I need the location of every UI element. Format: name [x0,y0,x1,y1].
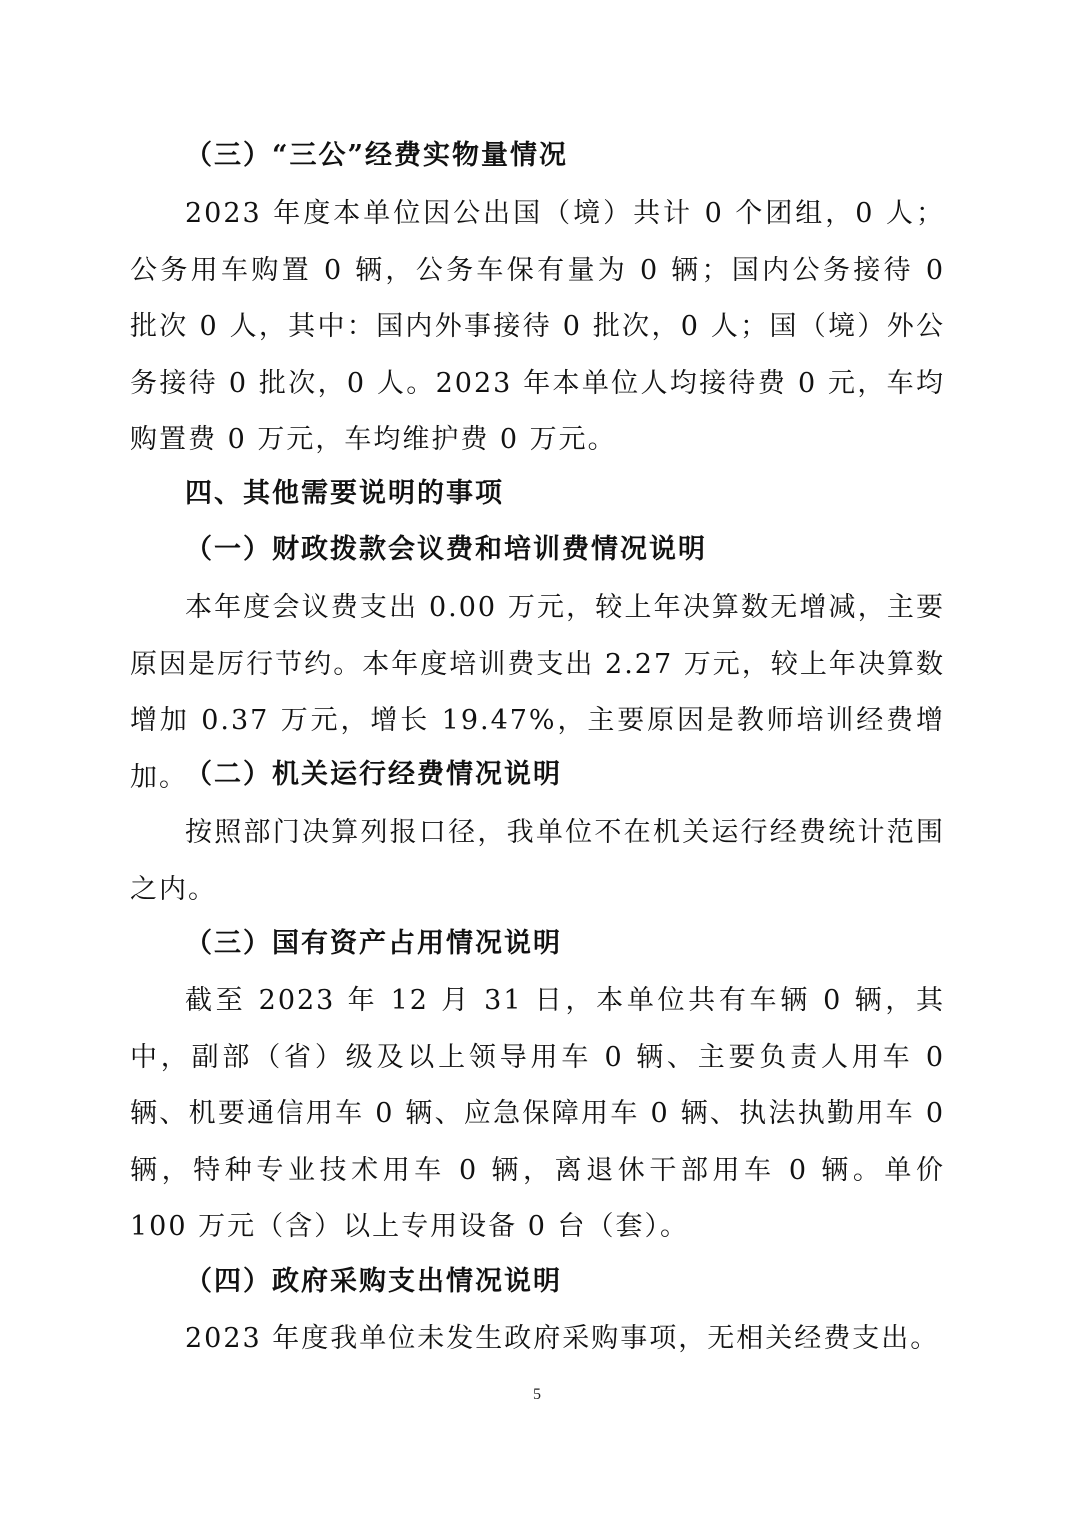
section-heading-meeting-training: （一）财政拨款会议费和培训费情况说明 [185,534,707,565]
page-number: 5 [533,1386,541,1403]
section-heading-government-procurement: （四）政府采购支出情况说明 [185,1266,562,1297]
paragraph-state-assets: 截至 2023 年 12 月 31 日，本单位共有车辆 0 辆，其中，副部（省）级及以上领导用车 0 辆、主要负责人用车 0 辆、机要通信用车 0 辆、应急保障用车 0 辆、执法执勤用车 0 辆，特种专业技术用车 0 辆，离退休干部用车 0 辆。单价 100 万元（含）以上专用设备 0 台（套）。 [130,985,945,1242]
paragraph-meeting-training: 本年度会议费支出 0.00 万元，较上年决算数无增减，主要原因是厉行节约。本年度培训费支出 2.27 万元，较上年决算数增加 0.37 万元，增长 19.47%，主要原因是教师培训经费增加。 [130,592,945,793]
section-heading-state-assets: （三）国有资产占用情况说明 [185,928,562,959]
section-heading-other-matters: 四、其他需要说明的事项 [185,478,504,509]
paragraph-operating-expenses: 按照部门决算列报口径，我单位不在机关运行经费统计范围之内。 [130,817,945,905]
paragraph-three-public-expenses: 2023 年度本单位因公出国（境）共计 0 个团组，0 人；公务用车购置 0 辆，公务车保有量为 0 辆；国内公务接待 0 批次 0 人，其中：国内外事接待 0 批次，0 人；国（境）外公务接待 0 批次，0 人。2023 年本单位人均接待费 0 元，车均购置费 0 万元，车均维护费 0 万元。 [130,198,945,455]
paragraph-government-procurement: 2023 年度我单位未发生政府采购事项，无相关经费支出。 [185,1323,940,1354]
section-heading-operating-expenses: （二）机关运行经费情况说明 [185,759,562,790]
section-heading-three-public-expenses: （三）“三公”经费实物量情况 [185,140,569,171]
